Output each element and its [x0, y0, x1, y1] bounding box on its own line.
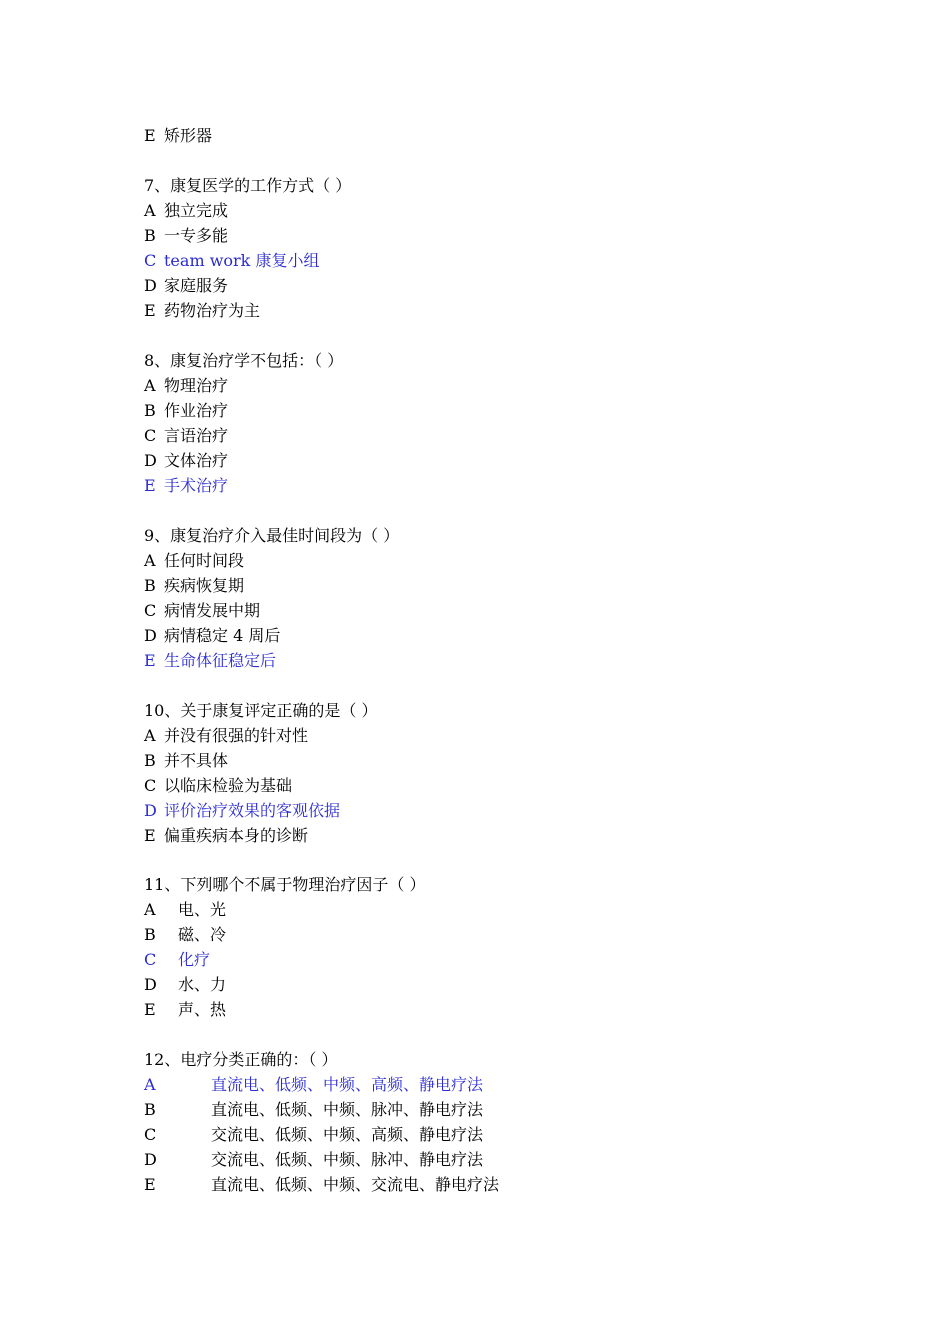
- option-text: 作业治疗: [164, 400, 229, 420]
- option-e: [144, 997, 844, 1022]
- question-stem: 9、康复治疗介入最佳时间段为（ ）: [144, 525, 400, 545]
- option-letter: A: [144, 1075, 156, 1095]
- option-text: 直流电、低频、中频、交流电、静电疗法: [211, 1175, 500, 1195]
- option-d: [144, 972, 844, 997]
- option-text: 水、力: [178, 975, 227, 995]
- spacer: [144, 498, 844, 523]
- option-text: 直流电、低频、中频、高频、静电疗法: [211, 1075, 484, 1095]
- option-letter: D: [144, 800, 157, 820]
- option-text: 交流电、低频、中频、脉冲、静电疗法: [211, 1150, 484, 1170]
- option-letter: E: [144, 650, 156, 670]
- option-text: 以临床检验为基础: [164, 775, 293, 795]
- option-a: [144, 198, 844, 223]
- option-letter: B: [144, 400, 156, 420]
- spacer: [144, 323, 844, 348]
- option-letter: A: [144, 550, 156, 570]
- option-letter: C: [144, 775, 157, 795]
- option-letter: D: [144, 1150, 157, 1170]
- option-text: 文体治疗: [164, 450, 229, 470]
- option-c-answer: [144, 947, 844, 972]
- option-letter: C: [144, 250, 157, 270]
- option-letter: C: [144, 1125, 157, 1145]
- option-letter: A: [144, 200, 156, 220]
- question-7: [144, 173, 844, 323]
- option-a: [144, 897, 844, 922]
- option-text: 家庭服务: [164, 275, 229, 295]
- question-9: [144, 523, 844, 673]
- option-b: [144, 1097, 844, 1122]
- option-letter: E: [144, 300, 156, 320]
- option-letter: A: [144, 900, 156, 920]
- question-stem: 11、下列哪个不属于物理治疗因子（ ）: [144, 875, 426, 895]
- option-letter: E: [144, 1175, 156, 1195]
- spacer: [144, 148, 844, 173]
- option-prev-e: [144, 123, 844, 148]
- option-a: [144, 373, 844, 398]
- document-page: [144, 123, 844, 1197]
- option-text: 病情稳定 4 周后: [164, 625, 281, 645]
- option-c: [144, 598, 844, 623]
- option-letter: E: [144, 1000, 156, 1020]
- option-a: [144, 723, 844, 748]
- option-letter: E: [144, 475, 156, 495]
- spacer: [144, 673, 844, 698]
- option-text: 生命体征稳定后: [164, 650, 277, 670]
- option-b: [144, 398, 844, 423]
- question-stem: 10、关于康复评定正确的是（ ）: [144, 700, 378, 720]
- option-b: [144, 922, 844, 947]
- option-letter: B: [144, 925, 156, 945]
- question-stem: 7、康复医学的工作方式（ ）: [144, 175, 352, 195]
- option-letter: C: [144, 425, 157, 445]
- question-8: [144, 348, 844, 498]
- option-letter: C: [144, 950, 157, 970]
- option-text: 矫形器: [164, 126, 213, 145]
- option-text: 偏重疾病本身的诊断: [164, 825, 309, 845]
- option-text: 独立完成: [164, 200, 229, 220]
- option-letter: D: [144, 450, 157, 470]
- spacer: [144, 1022, 844, 1047]
- option-e: [144, 1172, 844, 1197]
- option-text: 声、热: [178, 1000, 227, 1020]
- option-e-answer: [144, 473, 844, 498]
- option-text: 评价治疗效果的客观依据: [164, 800, 341, 820]
- question-11: [144, 872, 844, 1022]
- option-letter: B: [144, 225, 156, 245]
- option-letter: C: [144, 600, 157, 620]
- question-stem: 12、电疗分类正确的：（ ）: [144, 1050, 338, 1070]
- option-text: 交流电、低频、中频、高频、静电疗法: [211, 1125, 484, 1145]
- option-letter: A: [144, 725, 156, 745]
- option-text: 病情发展中期: [164, 600, 261, 620]
- question-12: [144, 1047, 844, 1197]
- option-text: 磁、冷: [178, 925, 227, 945]
- option-e: [144, 298, 844, 323]
- option-a-answer: [144, 1072, 844, 1097]
- option-c: [144, 1122, 844, 1147]
- option-text: 言语治疗: [164, 425, 229, 445]
- option-text: 化疗: [178, 950, 211, 970]
- option-letter: B: [144, 750, 156, 770]
- option-letter: E: [144, 825, 156, 845]
- option-letter: D: [144, 275, 157, 295]
- option-text: 任何时间段: [164, 550, 245, 570]
- question-10: [144, 698, 844, 848]
- option-text: 一专多能: [164, 225, 229, 245]
- option-d: [144, 623, 844, 648]
- option-text: 药物治疗为主: [164, 300, 261, 320]
- option-text: 物理治疗: [164, 375, 229, 395]
- option-letter: E: [144, 126, 156, 145]
- question-stem: 8、康复治疗学不包括：（ ）: [144, 350, 344, 370]
- option-b: [144, 223, 844, 248]
- option-text: 直流电、低频、中频、脉冲、静电疗法: [211, 1100, 484, 1120]
- option-text: 疾病恢复期: [164, 575, 245, 595]
- option-text: 手术治疗: [164, 475, 229, 495]
- option-letter: A: [144, 375, 156, 395]
- option-letter: D: [144, 625, 157, 645]
- option-d: [144, 273, 844, 298]
- option-letter: B: [144, 575, 156, 595]
- spacer: [144, 848, 844, 873]
- option-text: 并没有很强的针对性: [164, 725, 309, 745]
- option-d-answer: [144, 798, 844, 823]
- option-a: [144, 548, 844, 573]
- option-letter: D: [144, 975, 157, 995]
- option-letter: B: [144, 1100, 156, 1120]
- option-e: [144, 823, 844, 848]
- option-b: [144, 748, 844, 773]
- option-d: [144, 448, 844, 473]
- option-b: [144, 573, 844, 598]
- option-text: 并不具体: [164, 750, 229, 770]
- option-c-answer: [144, 248, 844, 273]
- option-text: 电、光: [178, 900, 227, 920]
- option-e-answer: [144, 648, 844, 673]
- option-d: [144, 1147, 844, 1172]
- option-c: [144, 423, 844, 448]
- option-text: team work 康复小组: [164, 250, 320, 270]
- option-c: [144, 773, 844, 798]
